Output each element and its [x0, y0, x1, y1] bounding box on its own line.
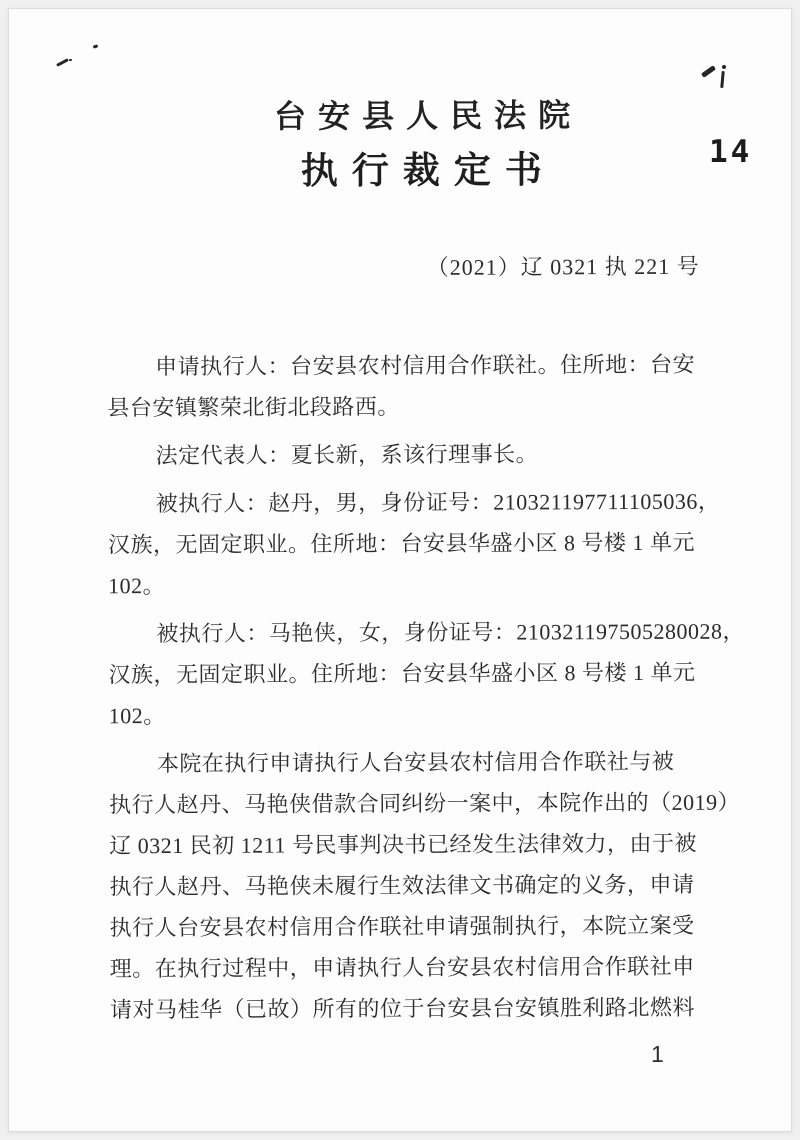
text-line: 本院在执行申请执行人台安县农村信用合作联社与被 — [156, 748, 675, 777]
document-body — [8, 93, 792, 1030]
paragraph-legal-rep — [107, 433, 708, 477]
ink-mark-icon — [56, 58, 69, 67]
text-line: 县台安镇繁荣北街北段路西。 — [107, 393, 400, 421]
text-line: 执行人台安县农村信用合作联社申请强制执行，本院立案受 — [109, 912, 695, 941]
document-content — [8, 343, 792, 1030]
page-number: 1 — [651, 1041, 664, 1067]
ink-mark-icon — [722, 65, 726, 69]
paragraph-respondent-1 — [107, 481, 721, 607]
stamp-page-number: 14 — [709, 134, 753, 170]
text-line: 理。在执行过程中，申请执行人台安县农村信用合作联社申 — [109, 953, 695, 982]
text-line: 汉族，无固定职业。住所地：台安县华盛小区 8 号楼 1 单元 — [108, 659, 696, 688]
text-line: 汉族，无固定职业。住所地：台安县华盛小区 8 号楼 1 单元 — [107, 529, 695, 558]
text-line: 辽 0321 民初 1211 号民事判决书已经发生法律效力，由于被 — [109, 830, 697, 859]
text-line: 102。 — [108, 573, 166, 599]
text-line: 请对马桂华（已故）所有的位于台安县台安镇胜利路北燃料 — [109, 994, 696, 1023]
text-line: 执行人赵丹、马艳侠未履行生效法律文书确定的义务，申请 — [109, 871, 695, 900]
text-line: 被执行人：赵丹，男，身份证号：210321197711105036， — [155, 488, 721, 517]
paragraph-applicant — [107, 344, 708, 429]
document-title: 执行裁定书 — [300, 150, 556, 193]
ink-mark-icon — [701, 65, 716, 78]
text-line: 法定代表人：夏长新，系该行理事长。 — [155, 441, 539, 469]
text-line: 被执行人：马艳侠，女，身份证号：210321197505280028， — [156, 618, 746, 647]
document-page — [8, 8, 792, 1132]
text-line: 执行人赵丹、马艳侠借款合同纠纷一案中，本院作出的（2019） — [109, 789, 741, 818]
ink-mark-icon — [720, 71, 724, 88]
court-name: 台安县人民法院 — [273, 97, 583, 135]
ink-mark-icon — [93, 44, 99, 49]
text-line: 102。 — [108, 703, 166, 729]
case-number: （2021）辽 0321 执 221 号 — [426, 253, 700, 280]
ink-mark-icon — [69, 59, 72, 61]
paragraph-main — [109, 741, 741, 1031]
text-line: 申请执行人：台安县农村信用合作联社。住所地：台安 — [155, 351, 696, 380]
paragraph-respondent-2 — [108, 611, 746, 737]
